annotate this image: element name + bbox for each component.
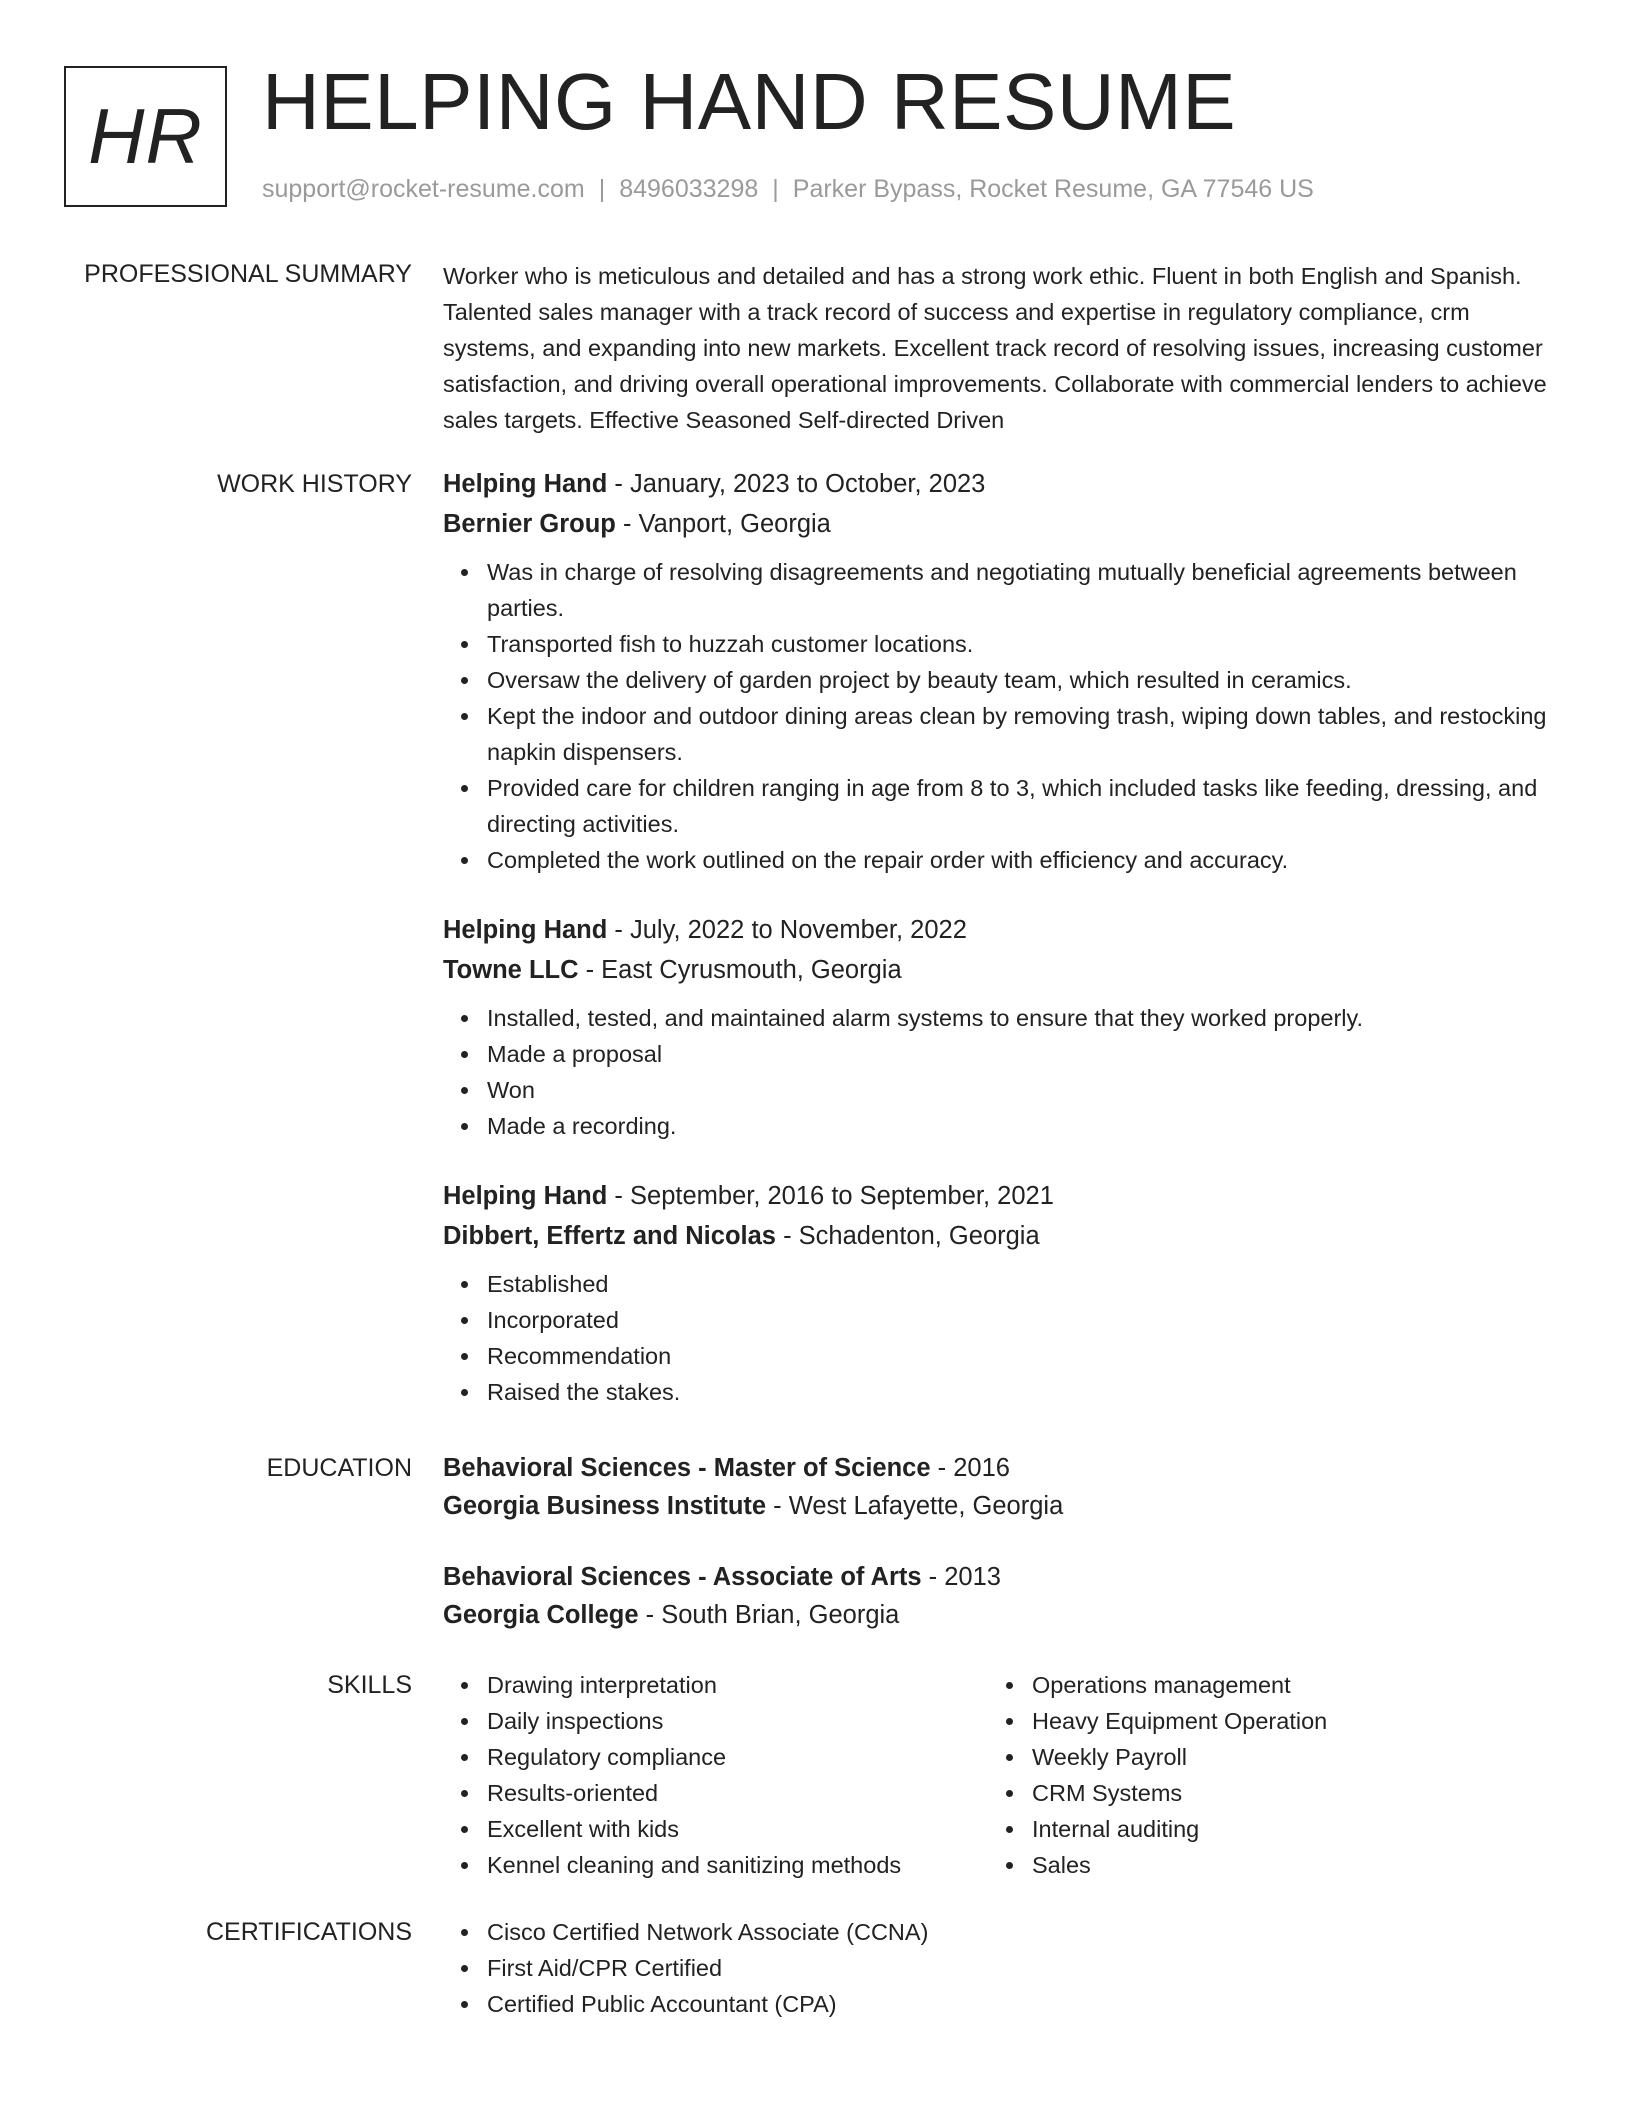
list-item: Results-oriented xyxy=(487,1775,988,1811)
list-item: Regulatory compliance xyxy=(487,1739,988,1775)
list-item: Kept the indoor and outdoor dining areas clean by removing trash, wiping down tables, and restocking napkin dispensers. xyxy=(487,698,1548,770)
list-item: Operations management xyxy=(1032,1667,1488,1703)
job-dates: - July, 2022 to November, 2022 xyxy=(607,916,967,944)
skills-list-2 xyxy=(988,1667,1488,1883)
list-item: Incorporated xyxy=(487,1302,1548,1338)
job-company: Bernier Group xyxy=(443,510,616,538)
list-item: Daily inspections xyxy=(487,1703,988,1739)
job-bullets xyxy=(443,1266,1548,1410)
job-title-line xyxy=(443,1176,1548,1216)
job-title: Helping Hand xyxy=(443,916,608,944)
job-dates: - September, 2016 to September, 2021 xyxy=(607,1182,1054,1210)
job-title: Helping Hand xyxy=(443,1182,608,1210)
education-school: Georgia Business Institute xyxy=(443,1492,767,1520)
job-bullets xyxy=(443,554,1548,878)
contact-line xyxy=(262,173,1314,205)
list-item: Certified Public Accountant (CPA) xyxy=(487,1986,1548,2022)
certifications-list xyxy=(443,1914,1548,2022)
job-company-line xyxy=(443,950,1548,990)
list-item: Installed, tested, and maintained alarm systems to ensure that they worked properly. xyxy=(487,1000,1548,1036)
skills-columns xyxy=(443,1667,1548,1883)
list-item: Raised the stakes. xyxy=(487,1374,1548,1410)
education-year: - 2013 xyxy=(921,1563,1001,1591)
contact-phone: 8496033298 xyxy=(619,175,759,203)
list-item: Internal auditing xyxy=(1032,1811,1488,1847)
contact-email: support@rocket-resume.com xyxy=(262,175,585,203)
education-degree: Behavioral Sciences - Associate of Arts xyxy=(443,1563,922,1591)
education-degree-line xyxy=(443,1449,1548,1487)
job-location: - Schadenton, Georgia xyxy=(775,1222,1040,1250)
summary-body xyxy=(443,258,1548,438)
education-location: - West Lafayette, Georgia xyxy=(766,1492,1064,1520)
skills-list-1 xyxy=(443,1667,988,1883)
list-item: Kennel cleaning and sanitizing methods xyxy=(487,1847,988,1883)
list-item: Weekly Payroll xyxy=(1032,1739,1488,1775)
job-company: Towne LLC xyxy=(443,956,579,984)
education-degree-line xyxy=(443,1558,1548,1596)
job-location: - Vanport, Georgia xyxy=(615,510,831,538)
skills-column-2 xyxy=(988,1667,1488,1883)
job-title-line xyxy=(443,464,1548,504)
job-entry xyxy=(443,464,1548,878)
job-company-line xyxy=(443,504,1548,544)
list-item: Established xyxy=(487,1266,1548,1302)
resume-name: HELPING HAND RESUME xyxy=(262,57,1237,146)
list-item: Heavy Equipment Operation xyxy=(1032,1703,1488,1739)
list-item: Excellent with kids xyxy=(487,1811,988,1847)
section-label-work: WORK HISTORY xyxy=(217,470,412,498)
list-item: Made a proposal xyxy=(487,1036,1548,1072)
list-item: CRM Systems xyxy=(1032,1775,1488,1811)
education-body xyxy=(443,1449,1548,1667)
list-item: Cisco Certified Network Associate (CCNA) xyxy=(487,1914,1548,1950)
education-year: - 2016 xyxy=(930,1454,1010,1482)
education-location: - South Brian, Georgia xyxy=(638,1601,900,1629)
job-company-line xyxy=(443,1216,1548,1256)
list-item: Made a recording. xyxy=(487,1108,1548,1144)
job-location: - East Cyrusmouth, Georgia xyxy=(578,956,902,984)
certifications-body xyxy=(443,1914,1548,2022)
section-label-education: EDUCATION xyxy=(266,1454,412,1482)
job-title-line xyxy=(443,910,1548,950)
job-bullets xyxy=(443,1000,1548,1144)
list-item: Was in charge of resolving disagreements and negotiating mutually beneficial agreements between parties. xyxy=(487,554,1548,626)
education-school: Georgia College xyxy=(443,1601,639,1629)
list-item: First Aid/CPR Certified xyxy=(487,1950,1548,1986)
contact-separator: | xyxy=(598,175,606,203)
list-item: Recommendation xyxy=(487,1338,1548,1374)
education-entry xyxy=(443,1558,1548,1634)
skills-column-1 xyxy=(443,1667,988,1883)
list-item: Completed the work outlined on the repair order with efficiency and accuracy. xyxy=(487,842,1548,878)
job-entry xyxy=(443,910,1548,1144)
job-entry xyxy=(443,1176,1548,1410)
list-item: Transported fish to huzzah customer locations. xyxy=(487,626,1548,662)
job-title: Helping Hand xyxy=(443,470,608,498)
education-school-line xyxy=(443,1596,1548,1634)
list-item: Sales xyxy=(1032,1847,1488,1883)
education-entry xyxy=(443,1449,1548,1525)
summary-text: Worker who is meticulous and detailed and has a strong work ethic. Fluent in both English and Spanish. Talented sales manager with a track record of success and expertise in regulatory compliance, crm systems, and expanding into new markets. Excellent track record of resolving issues, increasing customer satisfaction, and driving overall operational improvements. Collaborate with commercial lenders to achieve sales targets. Effective Seasoned Self-directed Driven xyxy=(443,263,1547,433)
work-history-body xyxy=(443,464,1548,1442)
section-label-certifications: CERTIFICATIONS xyxy=(205,1918,412,1946)
contact-separator: | xyxy=(772,175,779,203)
contact-address: Parker Bypass, Rocket Resume, GA 77546 US xyxy=(792,175,1314,203)
monogram-logo: HR xyxy=(64,66,227,207)
education-degree: Behavioral Sciences - Master of Science xyxy=(443,1454,931,1482)
education-school-line xyxy=(443,1487,1548,1525)
list-item: Provided care for children ranging in age from 8 to 3, which included tasks like feeding, dressing, and directing activities. xyxy=(487,770,1548,842)
list-item: Drawing interpretation xyxy=(487,1667,988,1703)
list-item: Won xyxy=(487,1072,1548,1108)
skills-body xyxy=(443,1667,1548,1883)
section-label-summary: PROFESSIONAL SUMMARY xyxy=(84,260,412,288)
list-item: Oversaw the delivery of garden project by beauty team, which resulted in ceramics. xyxy=(487,662,1548,698)
job-company: Dibbert, Effertz and Nicolas xyxy=(443,1222,776,1250)
job-dates: - January, 2023 to October, 2023 xyxy=(607,470,986,498)
section-label-skills: SKILLS xyxy=(327,1671,412,1699)
